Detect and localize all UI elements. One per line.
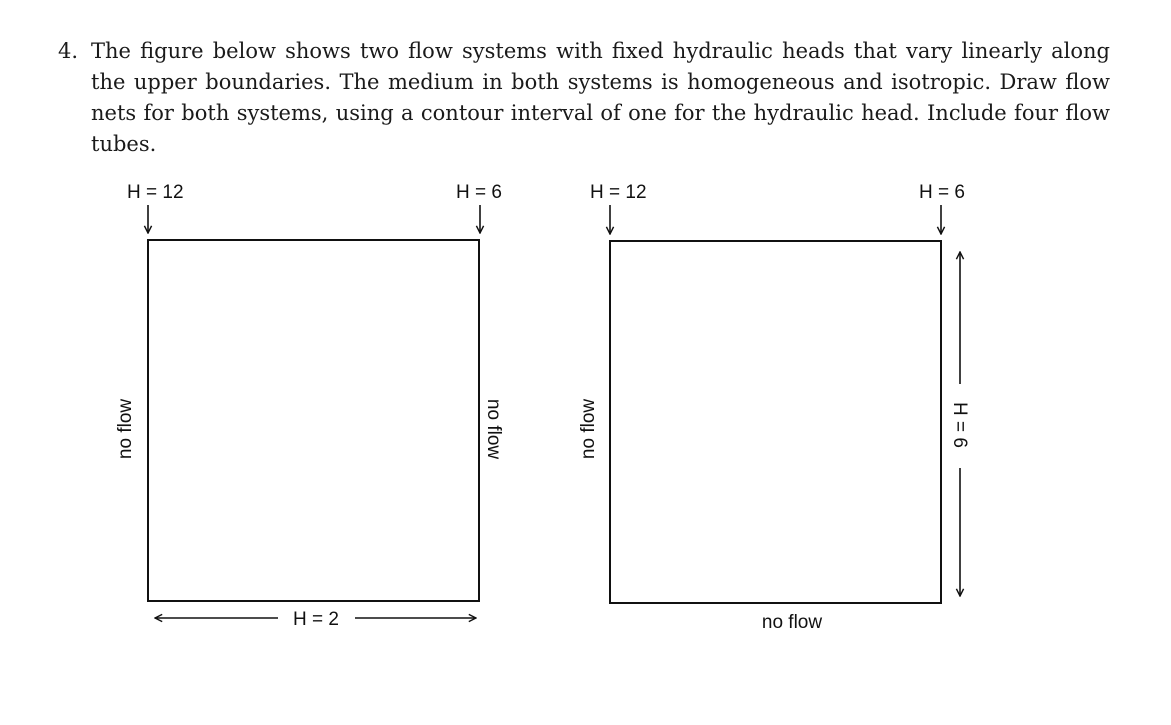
right-domain-box	[610, 241, 941, 603]
right-top-right-head-label: H = 6	[919, 182, 965, 203]
right-bottom-no-flow-label: no flow	[761, 612, 823, 633]
left-top-left-head-label: H = 12	[127, 182, 184, 203]
right-top-left-head-label: H = 12	[590, 182, 647, 203]
left-side-no-flow-label: no flow	[115, 398, 136, 460]
problem-text: The figure below shows two flow systems with fixed hydraulic heads that vary linearly along the upper boundaries. The medium in both systems is homogeneous and isotropic. Draw flow nets for both systems, using a contour interval of one for the hydraulic head. Include four flow tubes.	[91, 39, 1110, 156]
right-flow-system	[578, 182, 970, 633]
left-flow-system	[115, 182, 504, 630]
right-left-side-no-flow-label: no flow	[578, 398, 599, 460]
left-domain-box	[148, 240, 479, 601]
left-bottom-head-label: H = 2	[293, 609, 339, 630]
left-right-side-no-flow-label: no flow	[483, 398, 504, 460]
left-top-right-head-label: H = 6	[456, 182, 502, 203]
right-side-head-label: H = 6	[949, 402, 970, 448]
problem-number: 4.	[58, 39, 79, 63]
